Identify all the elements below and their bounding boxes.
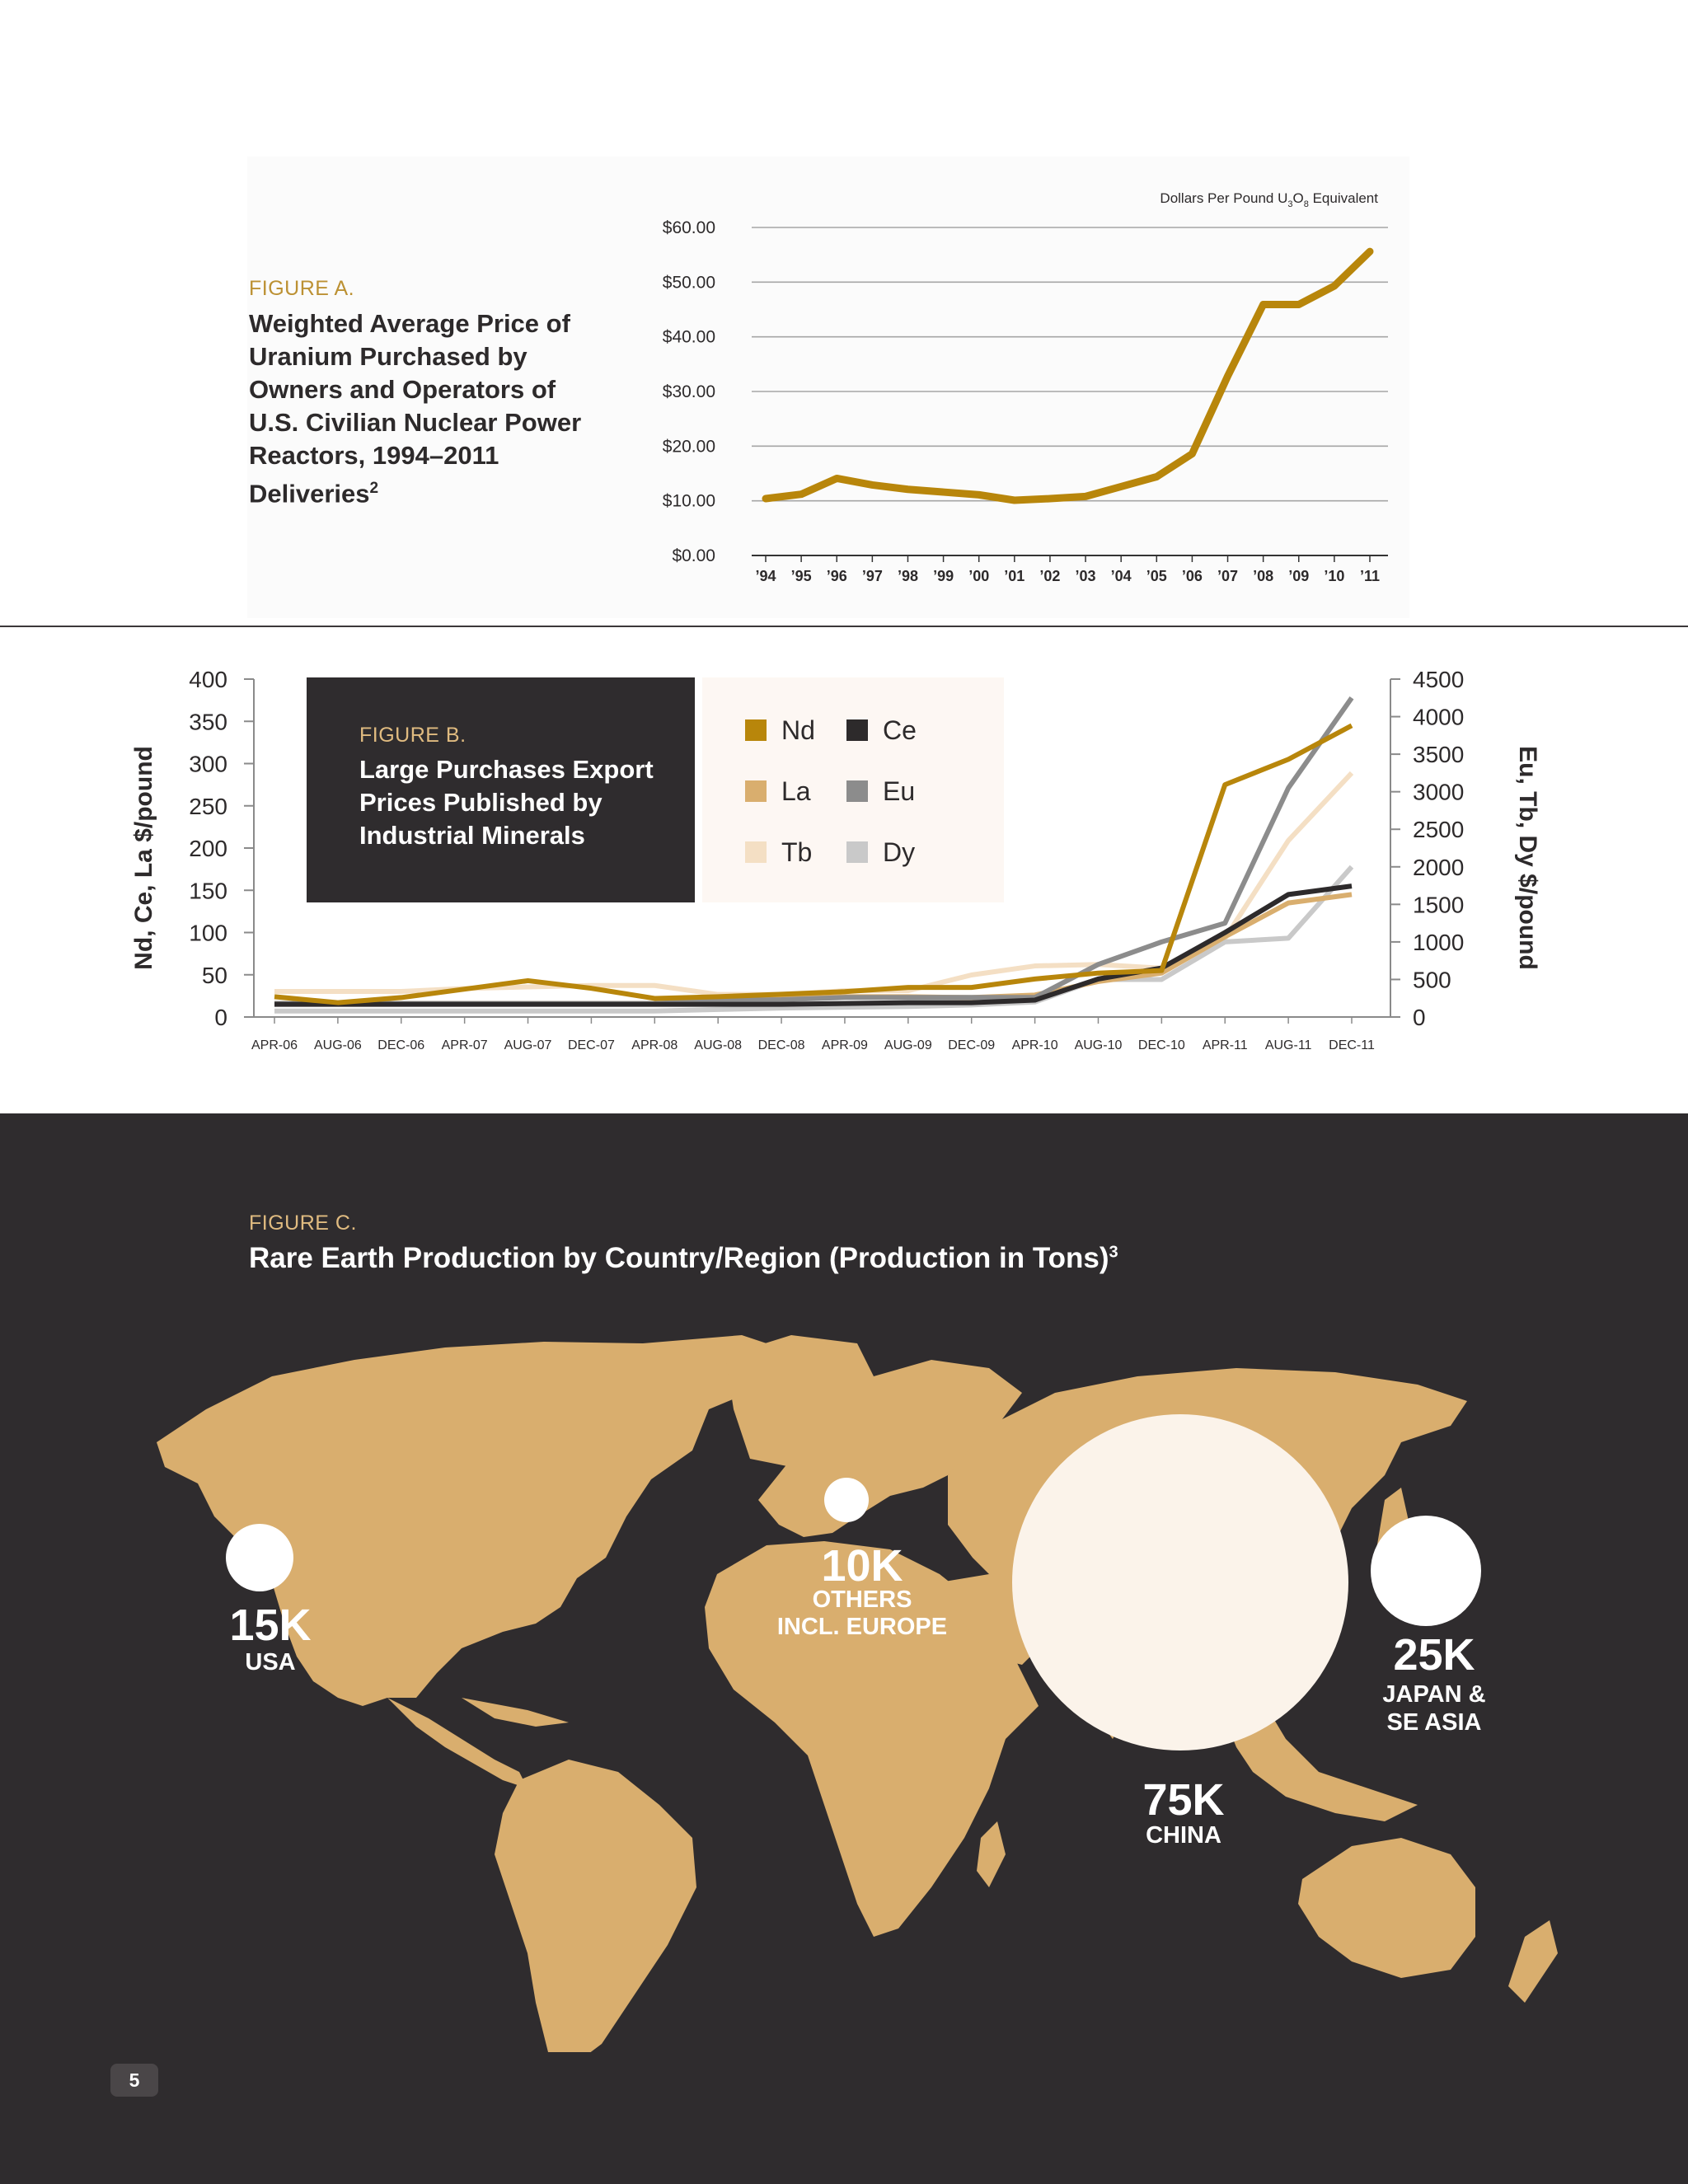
legend-swatch-dy — [846, 841, 868, 863]
y-tick-label: $40.00 — [662, 327, 715, 347]
y-left-tick-label: 150 — [189, 878, 227, 904]
y-right-tick-label: 0 — [1413, 1005, 1426, 1030]
y-right-tick-label: 4000 — [1413, 704, 1465, 730]
legend-label-eu: Eu — [883, 776, 916, 806]
series-line-ce — [274, 886, 1352, 1005]
china-value: 75K — [1142, 1775, 1225, 1825]
china-label: CHINA — [1146, 1822, 1221, 1849]
legend-label-nd: Nd — [781, 715, 815, 745]
x-tick-label: AUG-08 — [694, 1038, 743, 1052]
x-tick-label: APR-10 — [1011, 1038, 1058, 1052]
y-left-tick-label: 200 — [189, 836, 227, 861]
japan-label-2: SE ASIA — [1386, 1709, 1482, 1736]
y-right-tick-label: 2000 — [1413, 854, 1465, 880]
x-tick-label: ’04 — [1110, 568, 1132, 584]
figure-c-title-text: Rare Earth Production by Country/Region (Production in Tons) — [249, 1242, 1109, 1274]
figure-b-caption-box — [307, 677, 695, 902]
x-tick-label: ’09 — [1288, 568, 1310, 584]
x-tick-label: DEC-10 — [1137, 1038, 1185, 1052]
y-tick-label: $10.00 — [662, 491, 715, 511]
y-tick-label: $60.00 — [662, 218, 715, 237]
y-tick-label: $0.00 — [672, 546, 715, 565]
y-right-tick-label: 3500 — [1413, 742, 1465, 768]
australia-shape — [1298, 1838, 1475, 1978]
y-right-tick-label: 1000 — [1413, 929, 1465, 955]
south-america-shape — [495, 1760, 696, 2052]
legend-swatch-nd — [745, 719, 767, 741]
legend-item-tb — [745, 836, 812, 869]
japan-value: 25K — [1393, 1630, 1475, 1680]
y-left-tick-label: 100 — [189, 920, 227, 946]
y-left-tick-label: 400 — [189, 667, 227, 692]
legend-item-eu — [846, 775, 915, 808]
y-tick-label: $20.00 — [662, 437, 715, 457]
legend-item-ce — [846, 714, 917, 747]
y-axis-left-title: Nd, Ce, La $/pound — [130, 746, 157, 970]
x-tick-label: DEC-08 — [757, 1038, 805, 1052]
uranium-price-chart — [0, 0, 1688, 626]
x-tick-label: ’94 — [755, 568, 776, 584]
map-land — [157, 1335, 1558, 2052]
y-right-tick-label: 2500 — [1413, 817, 1465, 843]
new-zealand-shape — [1508, 1920, 1558, 2003]
x-tick-label: ’03 — [1075, 568, 1096, 584]
chart-legend — [702, 677, 1004, 902]
y-left-tick-label: 0 — [214, 1005, 227, 1030]
legend-item-la — [745, 775, 811, 808]
y-tick-label: $30.00 — [662, 382, 715, 401]
legend-label-tb: Tb — [781, 837, 813, 867]
y-right-tick-label: 3000 — [1413, 779, 1465, 805]
x-tick-label: AUG-07 — [504, 1038, 552, 1052]
y-left-tick-label: 300 — [189, 751, 227, 777]
legend-swatch-la — [745, 780, 767, 802]
x-tick-label: DEC-06 — [377, 1038, 425, 1052]
usa-label: USA — [245, 1649, 296, 1675]
others-label: OTHERS — [812, 1586, 912, 1613]
x-tick-label: ’97 — [861, 568, 883, 584]
figure-a-tag: FIGURE A. — [249, 277, 355, 300]
bubble-usa — [226, 1524, 293, 1591]
figure-c-footnote-ref: 3 — [1109, 1243, 1118, 1262]
x-tick-label: ’10 — [1324, 568, 1345, 584]
figure-b-title: Large Purchases Export Prices Published by Industrial Minerals — [359, 755, 654, 850]
x-tick-label: DEC-11 — [1329, 1038, 1375, 1052]
series-line-la — [274, 894, 1352, 1003]
legend-item-nd — [745, 714, 815, 747]
legend-swatch-ce — [846, 719, 868, 741]
figure-c-caption — [249, 1212, 1118, 1275]
world-map — [0, 1310, 1688, 2052]
y-tick-label: $50.00 — [662, 273, 715, 293]
others-label-2: INCL. EUROPE — [776, 1614, 948, 1640]
figure-c-tag: FIGURE C. — [249, 1212, 357, 1235]
x-tick-label: ’01 — [1004, 568, 1025, 584]
legend-label-dy: Dy — [883, 837, 916, 867]
legend-label-la: La — [781, 776, 811, 806]
x-tick-label: AUG-06 — [313, 1038, 362, 1052]
usa-value: 15K — [229, 1601, 312, 1650]
x-tick-label: ’08 — [1253, 568, 1274, 584]
x-tick-label: DEC-09 — [948, 1038, 996, 1052]
bubble-others — [824, 1478, 869, 1522]
y-right-tick-label: 500 — [1413, 967, 1451, 993]
legend-label-ce: Ce — [883, 715, 917, 745]
y-axis-right-title: Eu, Tb, Dy $/pound — [1514, 746, 1541, 970]
x-tick-label: ’11 — [1359, 568, 1381, 584]
x-tick-label: AUG-09 — [884, 1038, 932, 1052]
x-tick-label: APR-11 — [1202, 1038, 1248, 1052]
x-tick-label: ’06 — [1181, 568, 1203, 584]
bubble-japan-se-asia — [1371, 1516, 1481, 1626]
x-tick-label: ’05 — [1146, 568, 1167, 584]
x-tick-label: ’00 — [968, 568, 990, 584]
y-right-tick-label: 4500 — [1413, 667, 1465, 692]
legend-swatch-eu — [846, 780, 868, 802]
uranium-unit-label: Dollars Per Pound $U_3O_8$ Equivalent — [1160, 190, 1378, 209]
x-tick-label: AUG-11 — [1264, 1038, 1312, 1052]
x-tick-label: DEC-07 — [567, 1038, 615, 1052]
x-tick-label: APR-06 — [251, 1038, 298, 1052]
page-number: 5 — [110, 2064, 158, 2097]
figure-c-title — [249, 1242, 1118, 1275]
japan-label: JAPAN & — [1382, 1681, 1486, 1708]
x-tick-label: ’95 — [790, 568, 812, 584]
x-tick-label: ’02 — [1039, 568, 1061, 584]
madagascar-shape — [977, 1821, 1006, 1887]
legend-swatch-tb — [745, 841, 767, 863]
figure-a-footnote-ref: 2 — [369, 480, 379, 497]
x-tick-label: APR-07 — [441, 1038, 488, 1052]
bubble-china — [1012, 1414, 1348, 1750]
others-value: 10K — [821, 1541, 903, 1591]
y-left-tick-label: 250 — [189, 793, 227, 819]
x-tick-label: ’98 — [897, 568, 918, 584]
x-tick-label: ’07 — [1217, 568, 1239, 584]
x-tick-label: AUG-10 — [1074, 1038, 1123, 1052]
uranium-price-line — [766, 251, 1370, 500]
y-left-tick-label: 50 — [201, 962, 227, 988]
y-left-tick-label: 350 — [189, 709, 227, 735]
figure-a-title-text: Weighted Average Price of Uranium Purchased by Owners and Operators of U.S. Civilian Nuclear Power Reactors, 1994–2011 Deliveries — [249, 309, 582, 509]
x-tick-label: ’99 — [933, 568, 954, 584]
y-right-tick-label: 1500 — [1413, 892, 1465, 918]
legend-item-dy — [846, 836, 915, 869]
x-tick-label: APR-09 — [821, 1038, 868, 1052]
caribbean-shape — [462, 1698, 569, 1727]
figure-b-tag: FIGURE B. — [359, 724, 467, 747]
x-tick-label: APR-08 — [631, 1038, 678, 1052]
x-tick-label: ’96 — [826, 568, 847, 584]
